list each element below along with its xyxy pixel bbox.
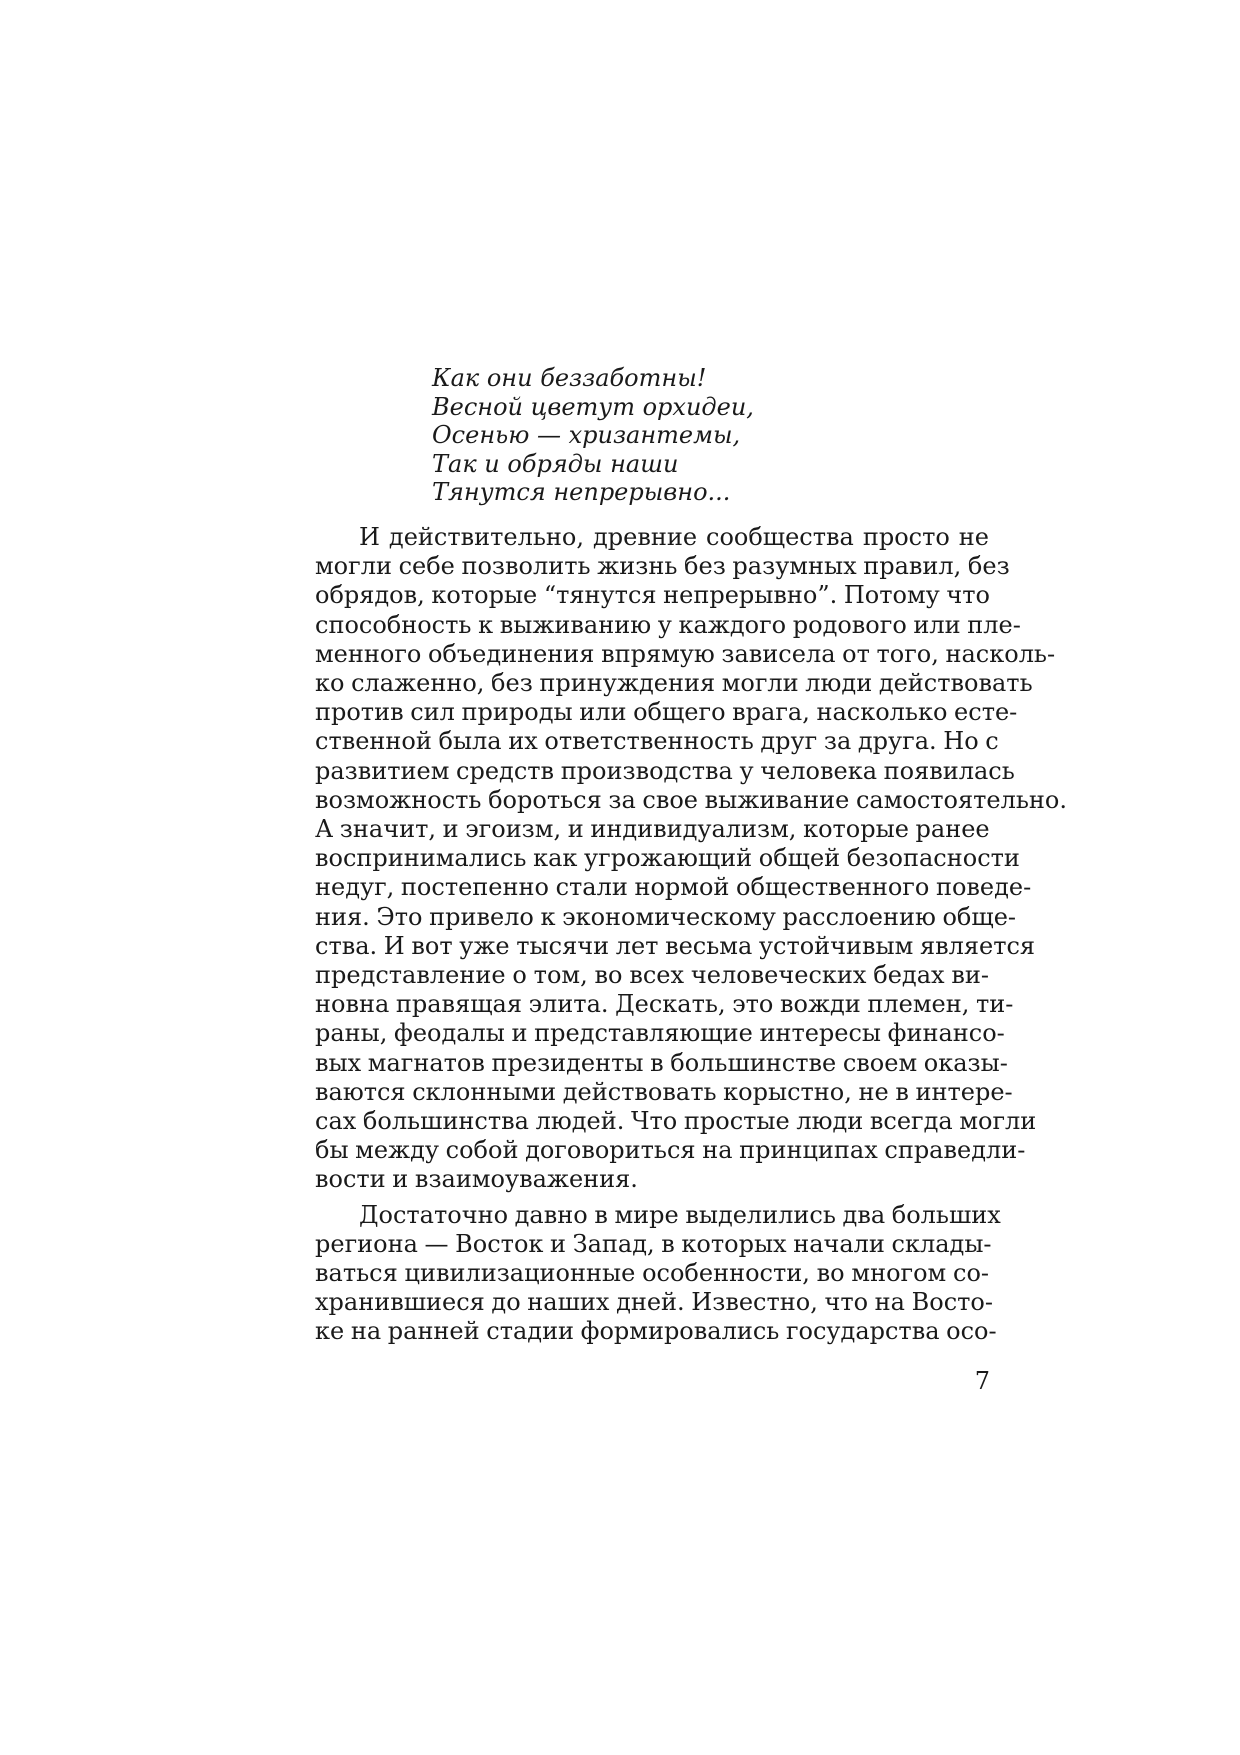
text-line: представление о том, во всех человеческих бедах ви- bbox=[315, 961, 989, 990]
text-line: А значит, и эгоизм, и индивидуализм, которые ранее bbox=[315, 815, 990, 844]
text-line: развитием средств производства у человека появилась bbox=[315, 756, 1015, 785]
text-line: И действительно, древние сообщества просто не bbox=[359, 523, 989, 551]
paragraph-2 bbox=[315, 1200, 1001, 1347]
text-line: ваться цивилизационные особенности, во многом со- bbox=[315, 1259, 989, 1288]
poem-line: Весной цветут орхидеи, bbox=[432, 392, 754, 421]
poem-line: Осенью — хризантемы, bbox=[432, 421, 741, 450]
text-line: хранившиеся до наших дней. Известно, что на Восто- bbox=[315, 1288, 993, 1317]
page-number: 7 bbox=[974, 1367, 990, 1395]
paragraph-1 bbox=[315, 523, 1068, 1195]
text-line: против сил природы или общего врага, насколько есте- bbox=[315, 698, 1018, 727]
text-line: новна правящая элита. Дескать, это вожди племен, ти- bbox=[315, 990, 1014, 1019]
text-line: вости и взаимоуважения. bbox=[315, 1165, 638, 1194]
text-line: менного объединения впрямую зависела от того, насколь- bbox=[315, 639, 1056, 668]
body-text bbox=[315, 523, 1068, 1347]
text-line: ке на ранней стадии формировались государства осо- bbox=[315, 1317, 997, 1346]
poem-line: Как они беззаботны! bbox=[432, 364, 707, 392]
text-line: ства. И вот уже тысячи лет весьма устойчивым является bbox=[315, 931, 1036, 960]
text-line: раны, феодалы и представляющие интересы финансо- bbox=[315, 1019, 1005, 1048]
text-line: воспринимались как угрожающий общей безопасности bbox=[315, 844, 1020, 873]
text-line: Достаточно давно в мире выделились два больших bbox=[359, 1200, 1001, 1229]
poem-line: Тянутся непрерывно... bbox=[432, 478, 731, 507]
text-line: обрядов, которые “тянутся непрерывно”. Потому что bbox=[315, 581, 990, 610]
text-line: региона — Восток и Запад, в которых начали склады- bbox=[315, 1229, 992, 1258]
text-line: ственной была их ответственность друг за друга. Но с bbox=[315, 727, 999, 756]
text-line: недуг, постепенно стали нормой общественного поведе- bbox=[315, 873, 1032, 902]
text-line: ваются склонными действовать корыстно, не в интере- bbox=[315, 1077, 1013, 1106]
text-line: ко слаженно, без принуждения могли люди действовать bbox=[315, 669, 1033, 698]
text-line: бы между собой договориться на принципах справедли- bbox=[315, 1136, 1026, 1165]
text-line: ния. Это привело к экономическому расслоению обще- bbox=[315, 902, 1017, 931]
text-line: вых магнатов президенты в большинстве своем оказы- bbox=[315, 1048, 1008, 1077]
poem-epigraph bbox=[432, 364, 952, 507]
poem-line: Так и обряды наши bbox=[432, 449, 679, 478]
text-line: могли себе позволить жизнь без разумных правил, без bbox=[315, 552, 1010, 581]
text-line: возможность бороться за свое выживание самостоятельно. bbox=[315, 785, 1068, 814]
text-line: сах большинства людей. Что простые люди всегда могли bbox=[315, 1107, 1037, 1136]
text-line: способность к выживанию у каждого родового или пле- bbox=[315, 610, 1021, 639]
